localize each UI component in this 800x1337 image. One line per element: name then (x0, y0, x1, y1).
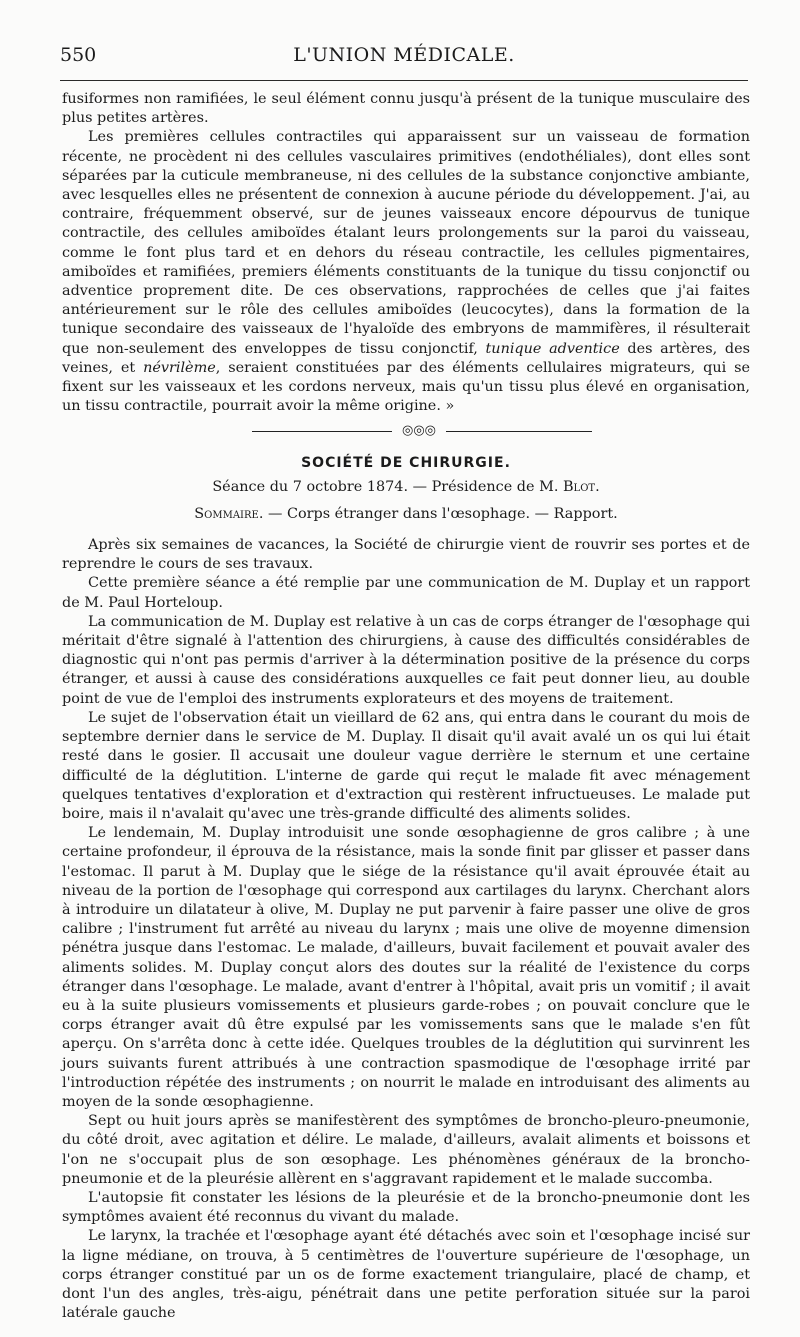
page-number: 550 (60, 44, 97, 66)
header-rule (60, 80, 748, 81)
italic-term-nevrileme: névrilème (143, 359, 216, 376)
body-paragraph: Le larynx, la trachée et l'œsophage ayant été détachés avec soin et l'œsophage incisé sur la ligne médiane, on trouva, à 5 centimètres de l'ouverture supérieure de l'œsophage, un corps étranger constitué par un os de forme exactement triangulaire, placé de champ, et dont l'un des angles, très-aigu, pénétrait dans une petite perforation située sur la paroi latérale gauche (62, 1228, 750, 1322)
intro-paragraph-1: fusiformes non ramifiées, le seul élément connu jusqu'à présent de la tunique musculaire des plus petites artères. (62, 91, 750, 127)
body-paragraph: Cette première séance a été remplie par une communication de M. Duplay et un rapport de M. Paul Horteloup. (62, 575, 750, 611)
body-paragraph: Après six semaines de vacances, la Société de chirurgie vient de rouvrir ses portes et de reprendre le cours de ses travaux. (62, 537, 750, 573)
seance-prefix: Séance du 7 octobre 1874. — Présidence de M. (212, 478, 563, 495)
divider-line-right (446, 431, 592, 432)
president-name: Blot (562, 478, 596, 495)
sommaire-line (62, 505, 750, 524)
section-divider-ornament (62, 416, 750, 448)
italic-term-tunique-adventice: tunique adventice (485, 340, 620, 357)
intro-paragraph-2 (62, 128, 750, 416)
sommaire-text: — Corps étranger dans l'œsophage. — Rapport. (263, 505, 618, 522)
journal-title: L'UNION MÉDICALE. (293, 44, 515, 66)
section-title: SOCIÉTÉ DE CHIRURGIE. (301, 455, 511, 472)
body-paragraph: Le lendemain, M. Duplay introduisit une sonde œsophagienne de gros calibre ; à une certaine profondeur, il éprouva de la résistance, mais la sonde finit par glisser et passer dans l'estomac. Il parut à M. Duplay que le siége de la résistance qu'il avait éprouvée était au niveau de la portion de l'œsophage qui correspond aux cartilages du larynx. Cherchant alors à introduire un dilatateur à olive, M. Duplay ne put parvenir à faire passer une olive de gros calibre ; l'instrument fut arrêté au niveau du larynx ; mais une olive de moyenne dimension pénétra jusque dans l'estomac. Le malade, d'ailleurs, buvait facilement et pouvait avaler des aliments solides. M. Duplay conçut alors des doutes sur la réalité de l'existence du corps étranger dans l'œsophage. Le malade, avant d'entrer à l'hôpital, avait pris un vomitif ; il avait eu à la suite plusieurs vomissements et plusieurs garde-robes ; on pouvait conclure que le corps étranger avait dû être expulsé par les vomissements sans que le malade s'en fût aperçu. On s'arrêta donc à cette idée. Quelques troubles de la déglutition qui survinrent les jours suivants furent attribués à une contraction spasmodique de l'œsophage irrité par l'introduction répétée des instruments ; on nourrit le malade en introduisant des aliments au moyen de la sonde œsophagienne. (62, 825, 750, 1110)
intro-paragraph-2-text: Les premières cellules contractiles qui apparaissent sur un vaisseau de formation récente, ne procèdent ni des cellules vasculaires primitives (endothéliales), dont elles sont séparées par la cuticule membraneuse, ni des cellules de la substance conjonctive ambiante, avec lesquelles elles ne présentent de connexion à aucune période du développement. J'ai, au contraire, fréquemment observé, sur de jeunes vaisseaux encore dépourvus de tunique contractile, des cellules amiboïdes étalant leurs prolongements sur la paroi du vaisseau, comme le font plus tard et en dehors du réseau contractile, les cellules pigmentaires, amiboïdes et ramifiées, premiers éléments constituants de la tunique du tissu conjonctif ou adventice proprement dite. De ces observations, rapprochées de celles que j'ai faites antérieurement sur le rôle des cellules amiboïdes (leucocytes), dans la formation de la tunique secondaire des vaisseaux de l'hyaloïde des embryons de mammifères, il résulterait que non-seulement des enveloppes de tissu conjonctif, (62, 129, 750, 357)
page-header (60, 44, 748, 80)
divider-knot-icon: ◎◎◎ (401, 423, 437, 439)
seance-suffix: . (595, 478, 600, 495)
seance-line (62, 478, 750, 497)
body-paragraph: Sept ou huit jours après se manifestèrent des symptômes de broncho-pleuro-pneumonie, du côté droit, avec agitation et délire. Le malade, d'ailleurs, avalait aliments et boissons et l'on ne s'occupait plus de son œsophage. Les phénomènes généraux de la broncho-pneumonie et de la pleurésie allèrent en s'aggravant rapidement et le malade succomba. (62, 1113, 750, 1187)
intro-paragraph-2-mid: des artères, des veines, et (62, 340, 750, 376)
body-paragraph: Le sujet de l'observation était un vieillard de 62 ans, qui entra dans le courant du mois de septembre dernier dans le service de M. Duplay. Il disait qu'il avait avalé un os qui lui était resté dans le gosier. Il accusait une douleur vague derrière le sternum et une certaine difficulté de la déglutition. L'interne de garde qui reçut le malade fit avec ménagement quelques tentatives d'exploration et d'extraction qui restèrent infructueuses. Le malade put boire, mais il n'avalait qu'avec une très-grande difficulté des aliments solides. (62, 709, 750, 822)
text-column (62, 90, 750, 1323)
intro-paragraph-2-tail: , seraient constituées par des éléments cellulaires migrateurs, qui se fixent sur les vaisseaux et les cordons nerveux, mais qu'un tissu plus élevé en organisation, un tissu contractile, pourrait avoir la même origine. » (62, 359, 750, 415)
body-paragraph: L'autopsie fit constater les lésions de la pleurésie et de la broncho-pneumonie dont les symptômes avaient été reconnus du vivant du malade. (62, 1189, 750, 1226)
sommaire-label: Sommaire. (194, 505, 264, 522)
divider-line-left (252, 431, 392, 432)
body-paragraph: La communication de M. Duplay est relative à un cas de corps étranger de l'œsophage qui méritait d'être signalé à l'attention des chirurgiens, à cause des difficultés considérables de diagnostic qui n'ont pas permis d'arriver à la détermination positive de la présence du corps étranger, et aussi à cause des considérations auxquelles ce fait peut donner lieu, au double point de vue de l'emploi des instruments explorateurs et des moyens de traitement. (62, 613, 750, 707)
